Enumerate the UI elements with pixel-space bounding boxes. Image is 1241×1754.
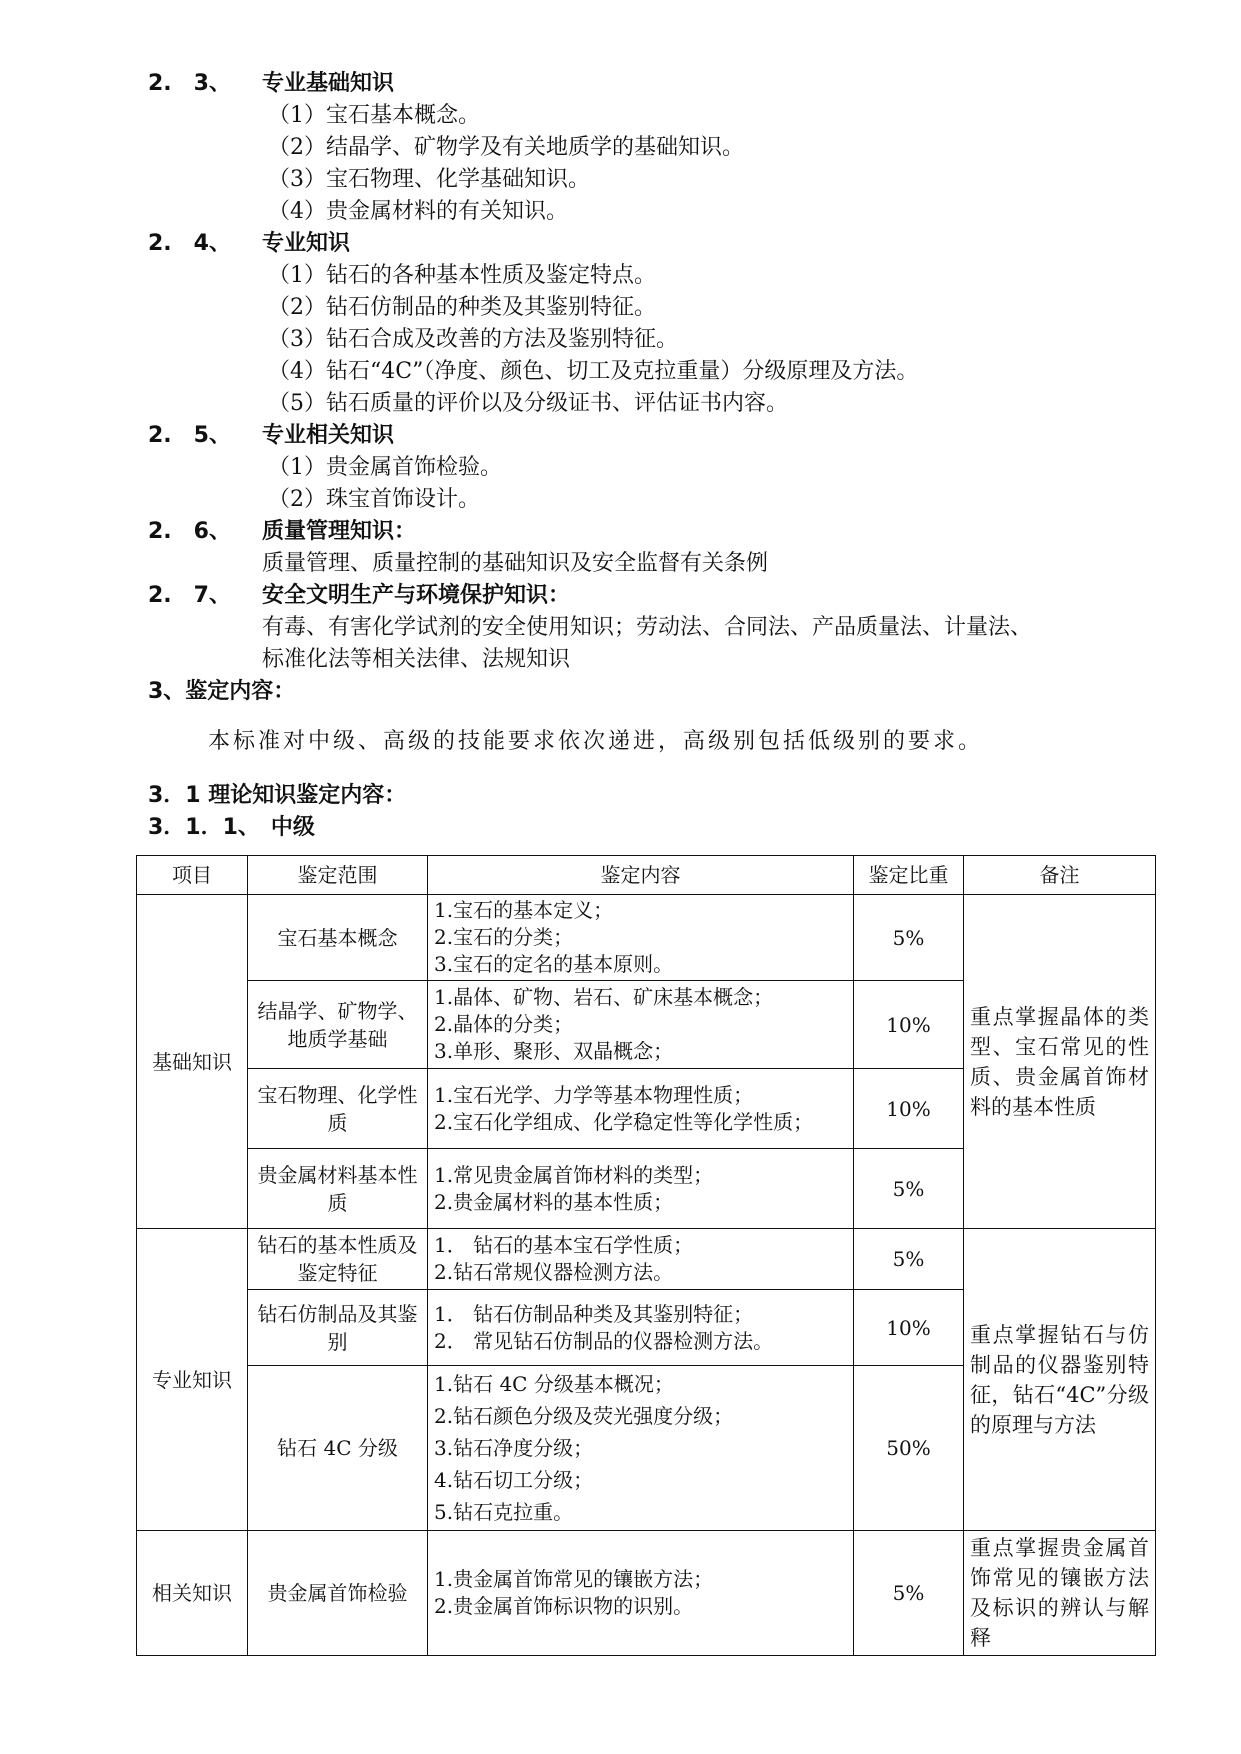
section-number: 2. 6、 (148, 519, 231, 544)
weight-cell: 5% (854, 1149, 964, 1229)
content-line: 2.晶体的分类； (434, 1012, 574, 1036)
header-cell: 项目 (137, 856, 248, 895)
section-title: 安全文明生产与环境保护知识： (262, 583, 571, 608)
content-cell (428, 1229, 854, 1290)
paragraph: 质量管理、质量控制的基础知识及安全监督有关条例 (262, 551, 769, 576)
table-row (137, 1229, 1156, 1290)
content-line: 2.钻石常规仪器检测方法。 (434, 1260, 674, 1284)
table-row (137, 1531, 1156, 1656)
content-line: 2.贵金属首饰标识物的识别。 (434, 1594, 694, 1618)
section-number: 2. 3、 (148, 71, 231, 96)
content-line: 2.贵金属材料的基本性质； (434, 1189, 674, 1214)
list-item: （5）钻石质量的评价以及分级证书、评估证书内容。 (268, 391, 788, 416)
weight-cell: 50% (854, 1366, 964, 1531)
assessment-table (136, 855, 1156, 1656)
weight-cell: 10% (854, 1290, 964, 1366)
content-line: 1.宝石光学、力学等基本物理性质； (434, 1082, 754, 1107)
content-line: 2． 常见钻石仿制品的仪器检测方法。 (434, 1328, 774, 1353)
scope-cell: 贵金属首饰检验 (248, 1531, 428, 1656)
content-line: 2.宝石的分类； (434, 925, 574, 949)
content-cell (428, 895, 854, 981)
table-row (137, 895, 1156, 981)
list-item: （1）钻石的各种基本性质及鉴定特点。 (268, 263, 656, 288)
section-title: 专业相关知识 (262, 423, 395, 448)
list-item: （4）贵金属材料的有关知识。 (268, 199, 568, 224)
section-number: 2. 7、 (148, 583, 231, 608)
list-item: （2）结晶学、矿物学及有关地质学的基础知识。 (268, 135, 744, 160)
note-cell: 重点掌握晶体的类型、宝石常见的性质、贵金属首饰材料的基本性质 (964, 895, 1156, 1229)
header-cell: 鉴定范围 (248, 856, 428, 895)
content-line: 1.晶体、矿物、岩石、矿床基本概念； (434, 985, 774, 1009)
category-cell: 专业知识 (137, 1229, 248, 1531)
content-cell (428, 981, 854, 1069)
scope-cell: 钻石 4C 分级 (248, 1366, 428, 1531)
header-cell: 备注 (964, 856, 1156, 895)
content-line: 1． 钻石仿制品种类及其鉴别特征； (434, 1301, 754, 1326)
paragraph: 标准化法等相关法律、法规知识 (262, 647, 571, 672)
intro-paragraph: 本标准对中级、高级的技能要求依次递进，高级别包括低级别的要求。 (208, 729, 984, 754)
subsection-heading: 3．1．1、 中级 (148, 815, 315, 840)
content-line: 1.贵金属首饰常见的镶嵌方法； (434, 1567, 714, 1591)
scope-cell: 宝石物理、化学性质 (248, 1069, 428, 1149)
note-cell: 重点掌握贵金属首饰常见的镶嵌方法及标识的辨认与解释 (964, 1531, 1156, 1656)
list-item: （4）钻石“4C”（净度、颜色、切工及克拉重量）分级原理及方法。 (268, 359, 919, 384)
content-line: 1.常见贵金属首饰材料的类型； (434, 1162, 714, 1187)
section-title: 专业知识 (262, 231, 351, 256)
scope-cell: 钻石仿制品及其鉴别 (248, 1290, 428, 1366)
section-number: 2. 5、 (148, 423, 231, 448)
scope-cell: 结晶学、矿物学、地质学基础 (248, 981, 428, 1069)
list-item: （1）宝石基本概念。 (268, 103, 480, 128)
note-cell: 重点掌握钻石与仿制品的仪器鉴别特征，钻石“4C”分级的原理与方法 (964, 1229, 1156, 1531)
list-item: （3）宝石物理、化学基础知识。 (268, 167, 590, 192)
content-line: 5.钻石克拉重。 (434, 1500, 574, 1524)
subsection-heading: 3．1 理论知识鉴定内容： (148, 783, 407, 808)
paragraph: 有毒、有害化学试剂的安全使用知识；劳动法、合同法、产品质量法、计量法、 (262, 615, 1033, 640)
list-item: （3）钻石合成及改善的方法及鉴别特征。 (268, 327, 678, 352)
section-number: 2. 4、 (148, 231, 231, 256)
weight-cell: 5% (854, 1531, 964, 1656)
list-item: （2）珠宝首饰设计。 (268, 487, 480, 512)
content-line: 3.单形、聚形、双晶概念； (434, 1039, 674, 1063)
list-item: （1）贵金属首饰检验。 (268, 455, 502, 480)
content-line: 3.宝石的定名的基本原则。 (434, 952, 674, 976)
content-cell (428, 1531, 854, 1656)
scope-cell: 宝石基本概念 (248, 895, 428, 981)
content-line: 1.宝石的基本定义； (434, 898, 614, 922)
content-cell (428, 1290, 854, 1366)
scope-cell: 贵金属材料基本性质 (248, 1149, 428, 1229)
content-line: 1． 钻石的基本宝石学性质； (434, 1233, 694, 1257)
weight-cell: 5% (854, 1229, 964, 1290)
content-line: 3.钻石净度分级； (434, 1436, 594, 1460)
weight-cell: 5% (854, 895, 964, 981)
header-cell: 鉴定内容 (428, 856, 854, 895)
section-heading: 3、鉴定内容： (148, 679, 296, 704)
weight-cell: 10% (854, 981, 964, 1069)
content-line: 2.宝石化学组成、化学稳定性等化学性质； (434, 1109, 814, 1134)
category-cell: 相关知识 (137, 1531, 248, 1656)
scope-cell: 钻石的基本性质及鉴定特征 (248, 1229, 428, 1290)
category-cell: 基础知识 (137, 895, 248, 1229)
content-cell (428, 1069, 854, 1149)
table-header-row (137, 856, 1156, 895)
content-line: 1.钻石 4C 分级基本概况； (434, 1372, 674, 1396)
weight-cell: 10% (854, 1069, 964, 1149)
content-line: 2.钻石颜色分级及荧光强度分级； (434, 1404, 734, 1428)
content-cell (428, 1366, 854, 1531)
section-title: 质量管理知识： (262, 519, 417, 544)
content-cell (428, 1149, 854, 1229)
header-cell: 鉴定比重 (854, 856, 964, 895)
list-item: （2）钻石仿制品的种类及其鉴别特征。 (268, 295, 656, 320)
section-title: 专业基础知识 (262, 71, 395, 96)
content-line: 4.钻石切工分级； (434, 1468, 594, 1492)
